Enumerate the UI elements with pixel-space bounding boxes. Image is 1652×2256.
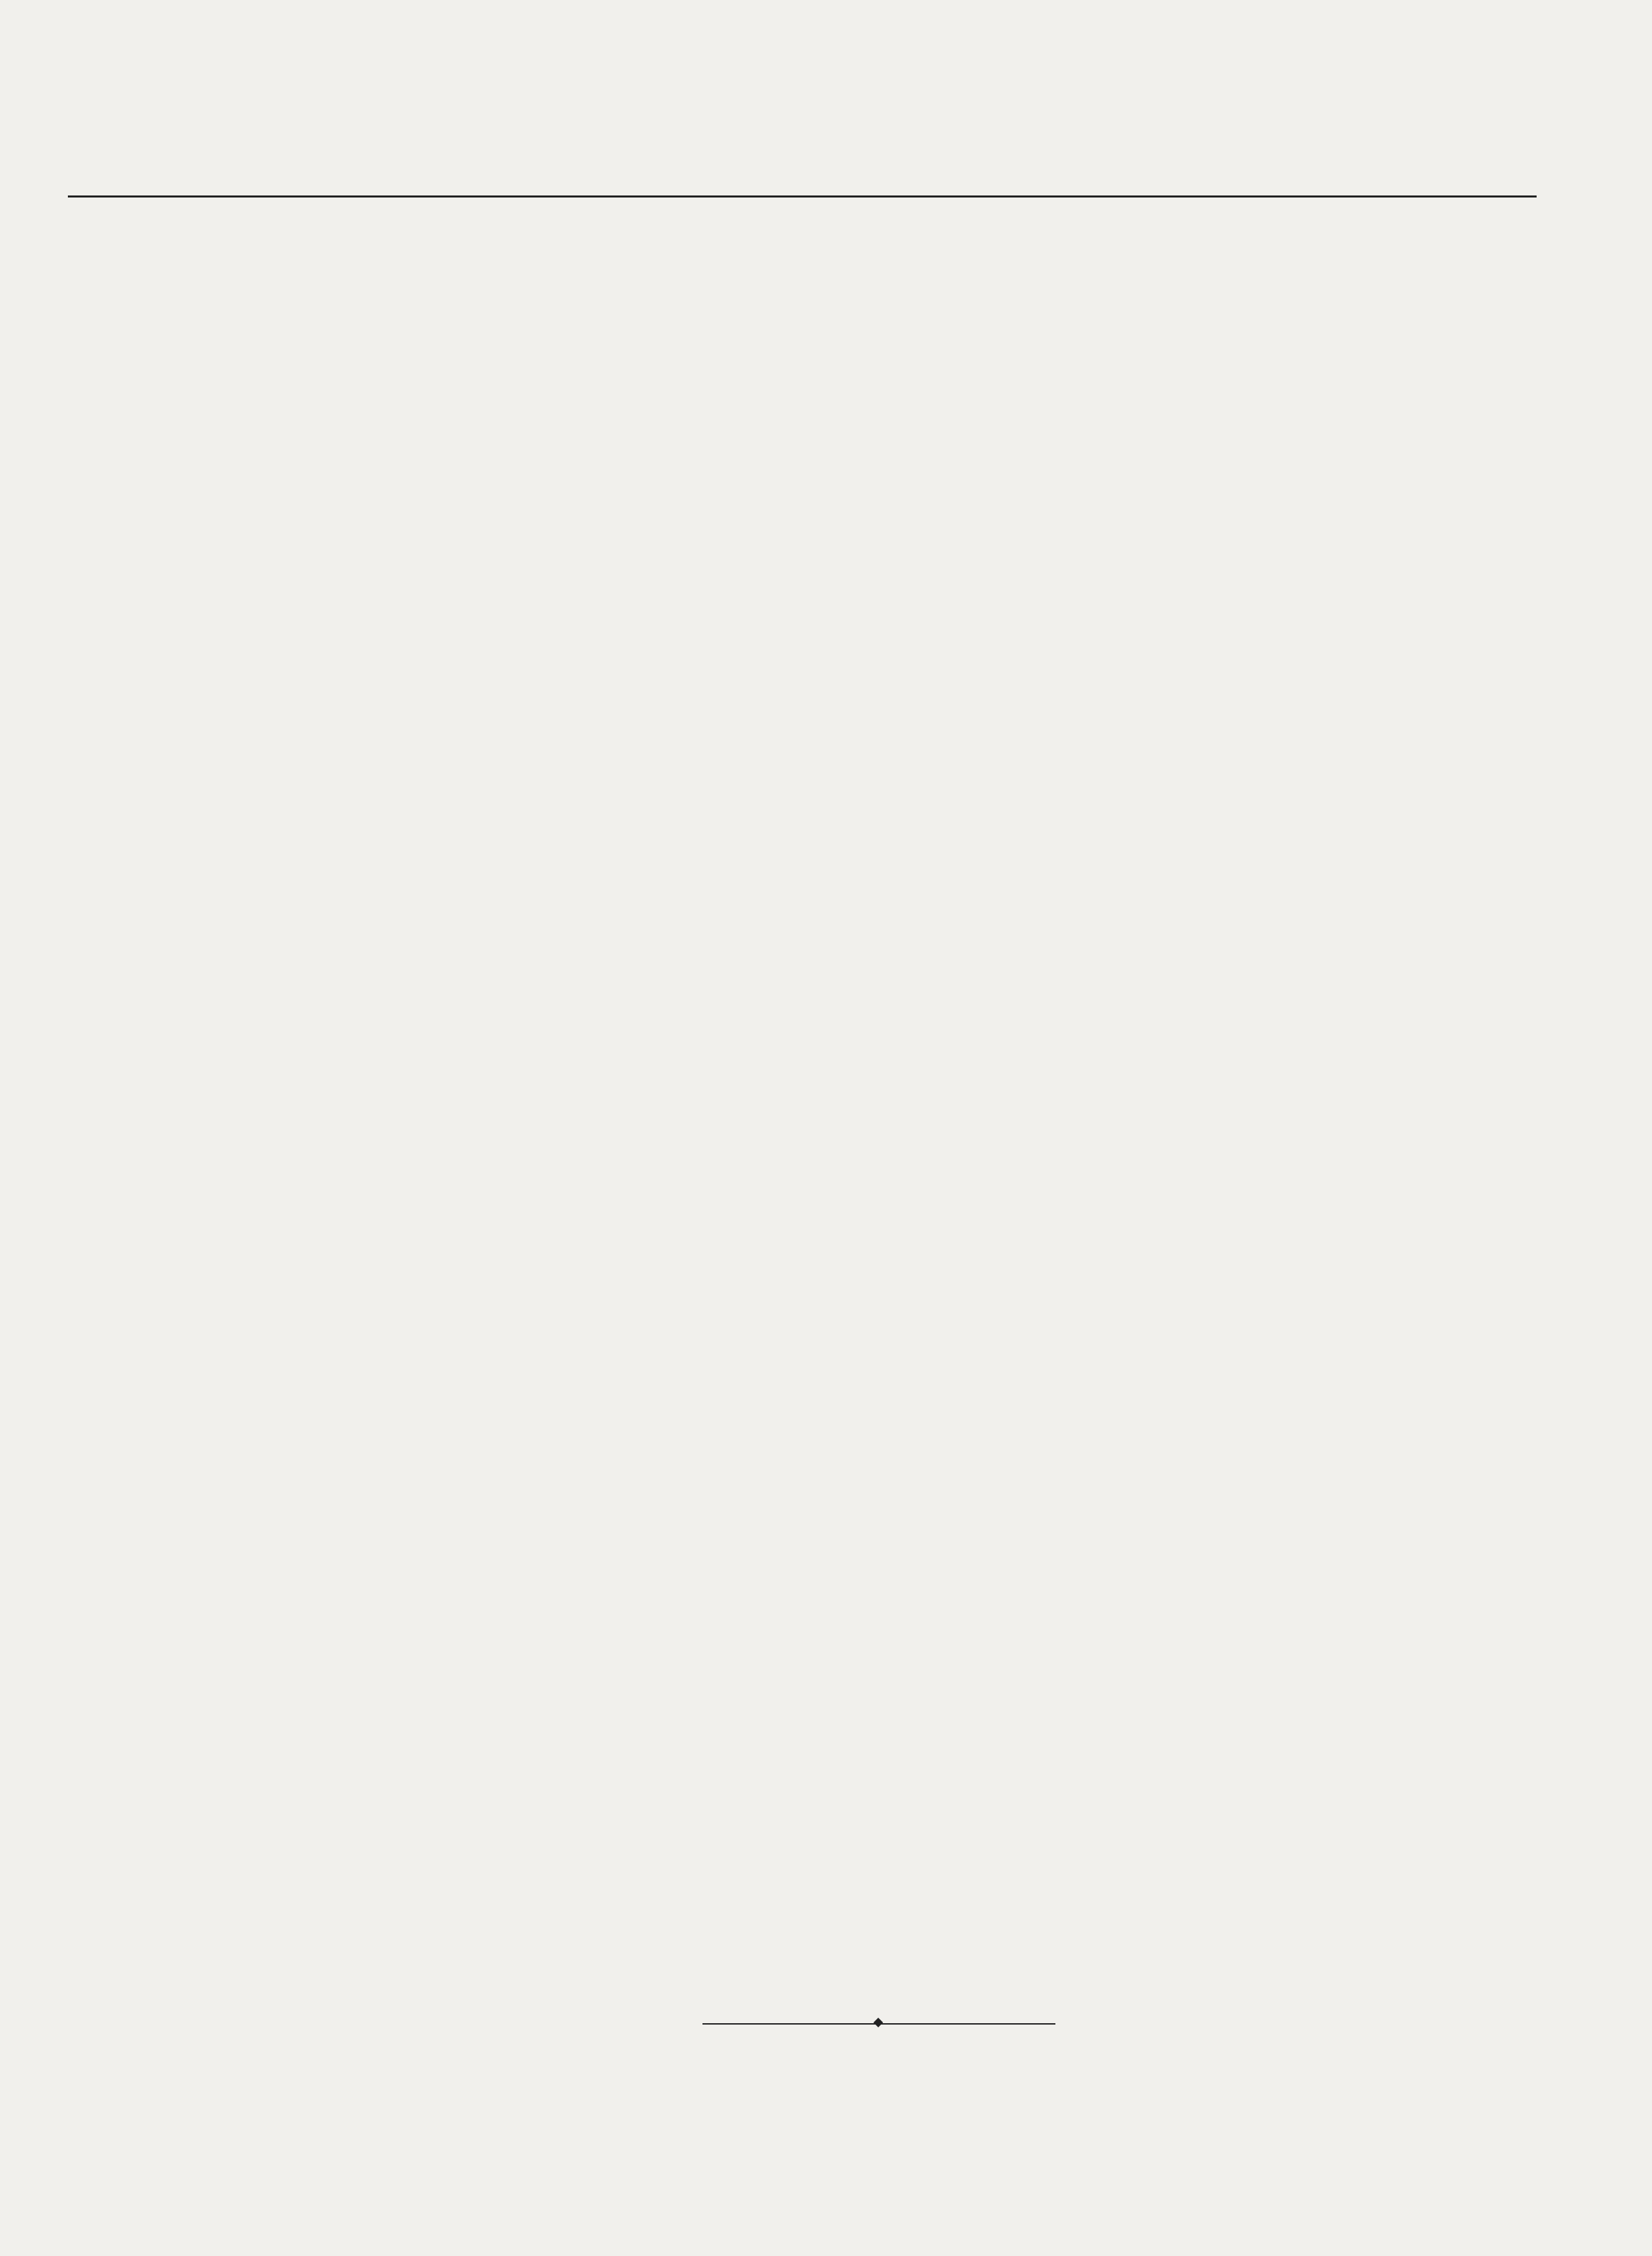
page-header bbox=[68, 162, 1537, 200]
diamond-ornament-icon bbox=[874, 2018, 883, 2027]
header-rule bbox=[68, 195, 1537, 198]
section-divider bbox=[702, 2023, 1055, 2025]
